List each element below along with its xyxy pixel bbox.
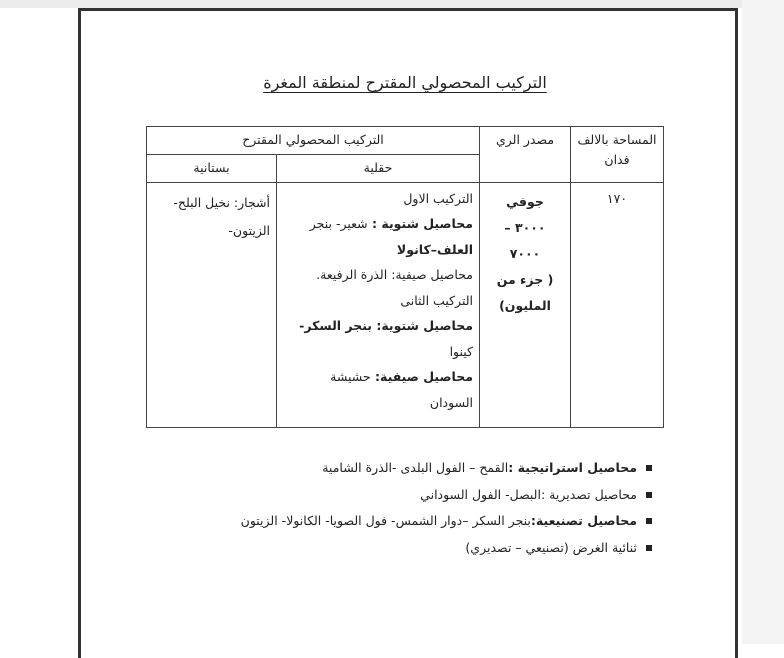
list-item: ثنائية الغرض (تصنيعي – تصديري) xyxy=(200,535,652,562)
bullet-square-icon xyxy=(646,545,652,551)
header-water-source: مصدر الري xyxy=(480,127,571,183)
header-area: المساحة بالالف فدان xyxy=(571,127,664,183)
field-line: التركيب الاول xyxy=(403,190,473,206)
header-orchard: بستانية xyxy=(147,154,277,182)
water-line: جوفي xyxy=(506,193,544,209)
cell-area: ١٧٠ xyxy=(571,182,664,427)
field-line: محاصيل شتوية: بنجر السكر- xyxy=(299,318,473,334)
bullet-square-icon xyxy=(646,518,652,524)
water-line: ٧٠٠٠ xyxy=(509,245,541,261)
field-line: محاصيل صيفية: حشيشة xyxy=(330,369,473,385)
field-line: العلف–كانولا xyxy=(396,241,473,257)
orchard-line: أشجار: نخيل البلح- xyxy=(173,194,270,210)
field-line: التركيب الثانى xyxy=(400,292,473,308)
water-line: المليون) xyxy=(499,297,551,313)
bullet-square-icon xyxy=(646,492,652,498)
list-item: محاصيل استراتيجية : القمح – الفول البلدى -الذرة الشامية xyxy=(200,455,652,482)
list-item: محاصيل تصديرية : البصل- الفول السوداني xyxy=(200,482,652,509)
water-line: ٣٠٠٠ – xyxy=(504,219,546,235)
header-field: حقلية xyxy=(277,154,480,182)
top-strip xyxy=(0,0,784,8)
orchard-line: الزيتون- xyxy=(228,222,270,238)
bullet-square-icon xyxy=(646,465,652,471)
header-crop-structure: التركيب المحصولي المقترح xyxy=(147,127,480,155)
table-row xyxy=(147,182,664,427)
field-line: محاصيل صيفية: الذرة الرفيعة. xyxy=(316,267,473,283)
field-line: محاصيل شتوية : شعير- بنجر xyxy=(309,216,473,232)
field-line: كينوا xyxy=(449,343,473,359)
water-line: ( جزء من xyxy=(496,271,554,287)
cell-field-crops xyxy=(277,182,480,427)
field-line: السودان xyxy=(429,394,473,410)
table-header-row xyxy=(147,127,664,155)
crop-category-list xyxy=(200,455,652,561)
crop-structure-table xyxy=(146,126,664,428)
list-item: محاصيل تصنيعية: بنجر السكر –دوار الشمس- فول الصويا- الكانولا- الزيتون xyxy=(200,508,652,535)
viewer-gutter xyxy=(742,0,784,644)
page-title: التركيب المحصولي المقترح لمنطقة المغرة xyxy=(263,73,547,92)
cell-water-source xyxy=(480,182,571,427)
cell-orchard-crops xyxy=(147,182,277,427)
